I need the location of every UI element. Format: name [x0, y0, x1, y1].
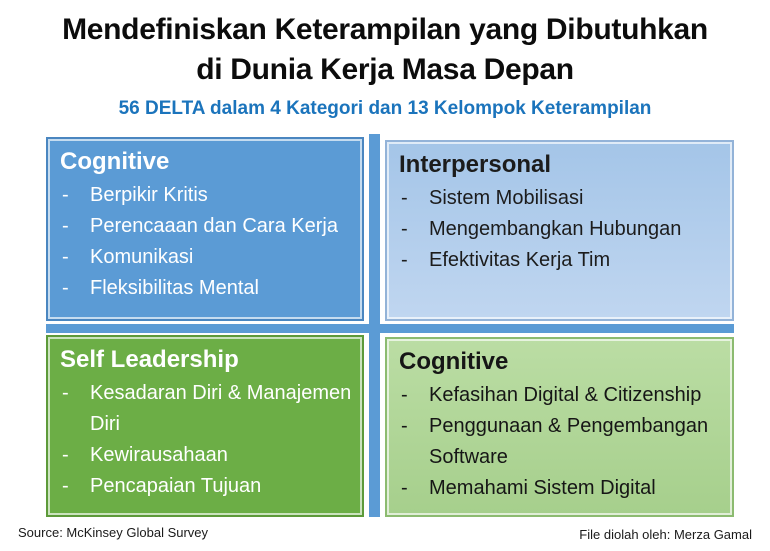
quadrant-self-leadership [46, 335, 364, 517]
skill-item: - Fleksibilitas Mental [48, 273, 362, 304]
skill-item: - Memahami Sistem Digital [387, 473, 732, 504]
page-title [0, 10, 770, 90]
page-subtitle: 56 DELTA dalam 4 Kategori dan 13 Kelompok Keterampilan [118, 98, 652, 119]
skill-item: - Efektivitas Kerja Tim [387, 245, 732, 276]
quadrant-header: Cognitive [399, 348, 509, 375]
skill-list [387, 380, 732, 504]
skill-item: - Berpikir Kritis [48, 180, 362, 211]
page-title-line2: di Dunia Kerja Masa Depan [196, 53, 574, 86]
quadrant-header: Interpersonal [399, 151, 552, 178]
skill-item: - Pencapaian Tujuan [48, 471, 362, 502]
page-title-line1: Mendefiniskan Keterampilan yang Dibutuhkan [62, 13, 708, 46]
skill-item: - Penggunaan & Pengembangan Software [387, 411, 732, 473]
skill-list [387, 183, 732, 276]
skill-item: - Kesadaran Diri & Manajemen Diri [48, 378, 362, 440]
skill-item: - Sistem Mobilisasi [387, 183, 732, 214]
skill-item: - Perencaaan dan Cara Kerja [48, 211, 362, 242]
quadrant-header: Self Leadership [60, 346, 239, 373]
skill-item: - Kewirausahaan [48, 440, 362, 471]
quadrant-interpersonal [385, 140, 734, 321]
skill-item: - Mengembangkan Hubungan [387, 214, 732, 245]
quadrant-grid [46, 134, 734, 517]
skill-list [48, 378, 362, 502]
skill-item: - Kefasihan Digital & Citizenship [387, 380, 732, 411]
quadrant-cognitive-top [46, 137, 364, 321]
quadrant-cognitive-digital [385, 337, 734, 517]
quadrant-header: Cognitive [60, 148, 170, 175]
credit-note: File diolah oleh: Merza Gamal [579, 527, 752, 542]
source-note: Source: McKinsey Global Survey [18, 525, 209, 540]
skill-list [48, 180, 362, 304]
skill-item: - Komunikasi [48, 242, 362, 273]
horizontal-divider [46, 324, 734, 333]
